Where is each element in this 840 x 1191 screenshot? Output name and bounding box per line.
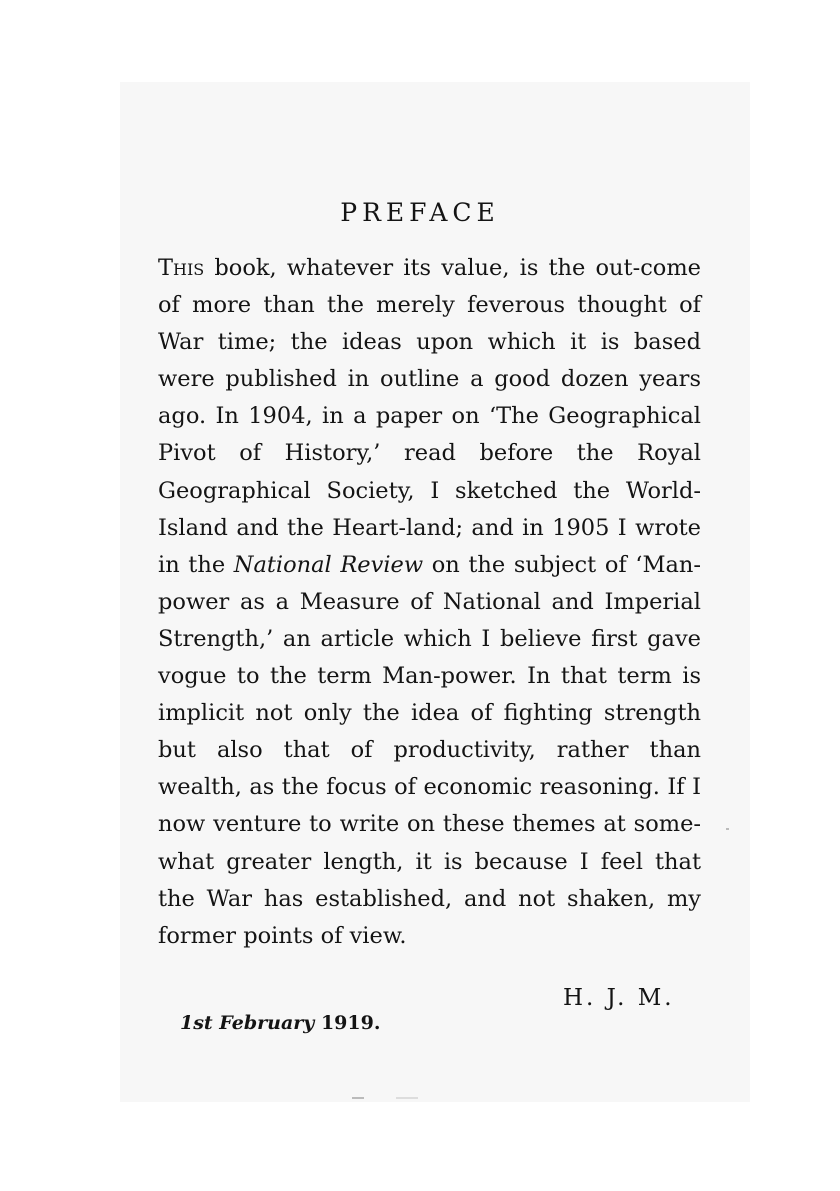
scan-speck <box>726 828 729 830</box>
preface-paragraph <box>158 250 701 955</box>
paragraph-text-2: on the subject of ‘Man-power as a Measure of National and Imperial Strength,’ an article which I believe first gave vogue to the term Man-power. In that term is implicit not only the idea of fighting strength but also that of productivity, rather than wealth, as the focus of economic reasoning. If I now venture to write on these themes at some-what greater length, it is because I feel that the War has established, and not shaken, my former points of view. <box>158 551 701 949</box>
scan-speck <box>396 1097 418 1099</box>
publication-title: National Review <box>233 551 424 578</box>
author-initials: H. J. M. <box>563 985 675 1011</box>
preface-date <box>180 1012 380 1034</box>
scan-speck <box>352 1097 364 1099</box>
page-title: PREFACE <box>340 198 500 227</box>
date-day: 1st February <box>180 1012 315 1034</box>
date-year: 1919. <box>314 1012 381 1034</box>
lead-word: This <box>158 255 205 281</box>
paragraph-text-1: book, whatever its value, is the out-come of more than the merely feverous thought of War time; the ideas upon which it is based were published in outline a good dozen years ago. In 1904, in a paper on ‘The Geographical Pivot of History,’ read before the Royal Geographical Society, I sketched the World-Island and the Heart-land; and in 1905 I wrote in the <box>158 255 701 578</box>
